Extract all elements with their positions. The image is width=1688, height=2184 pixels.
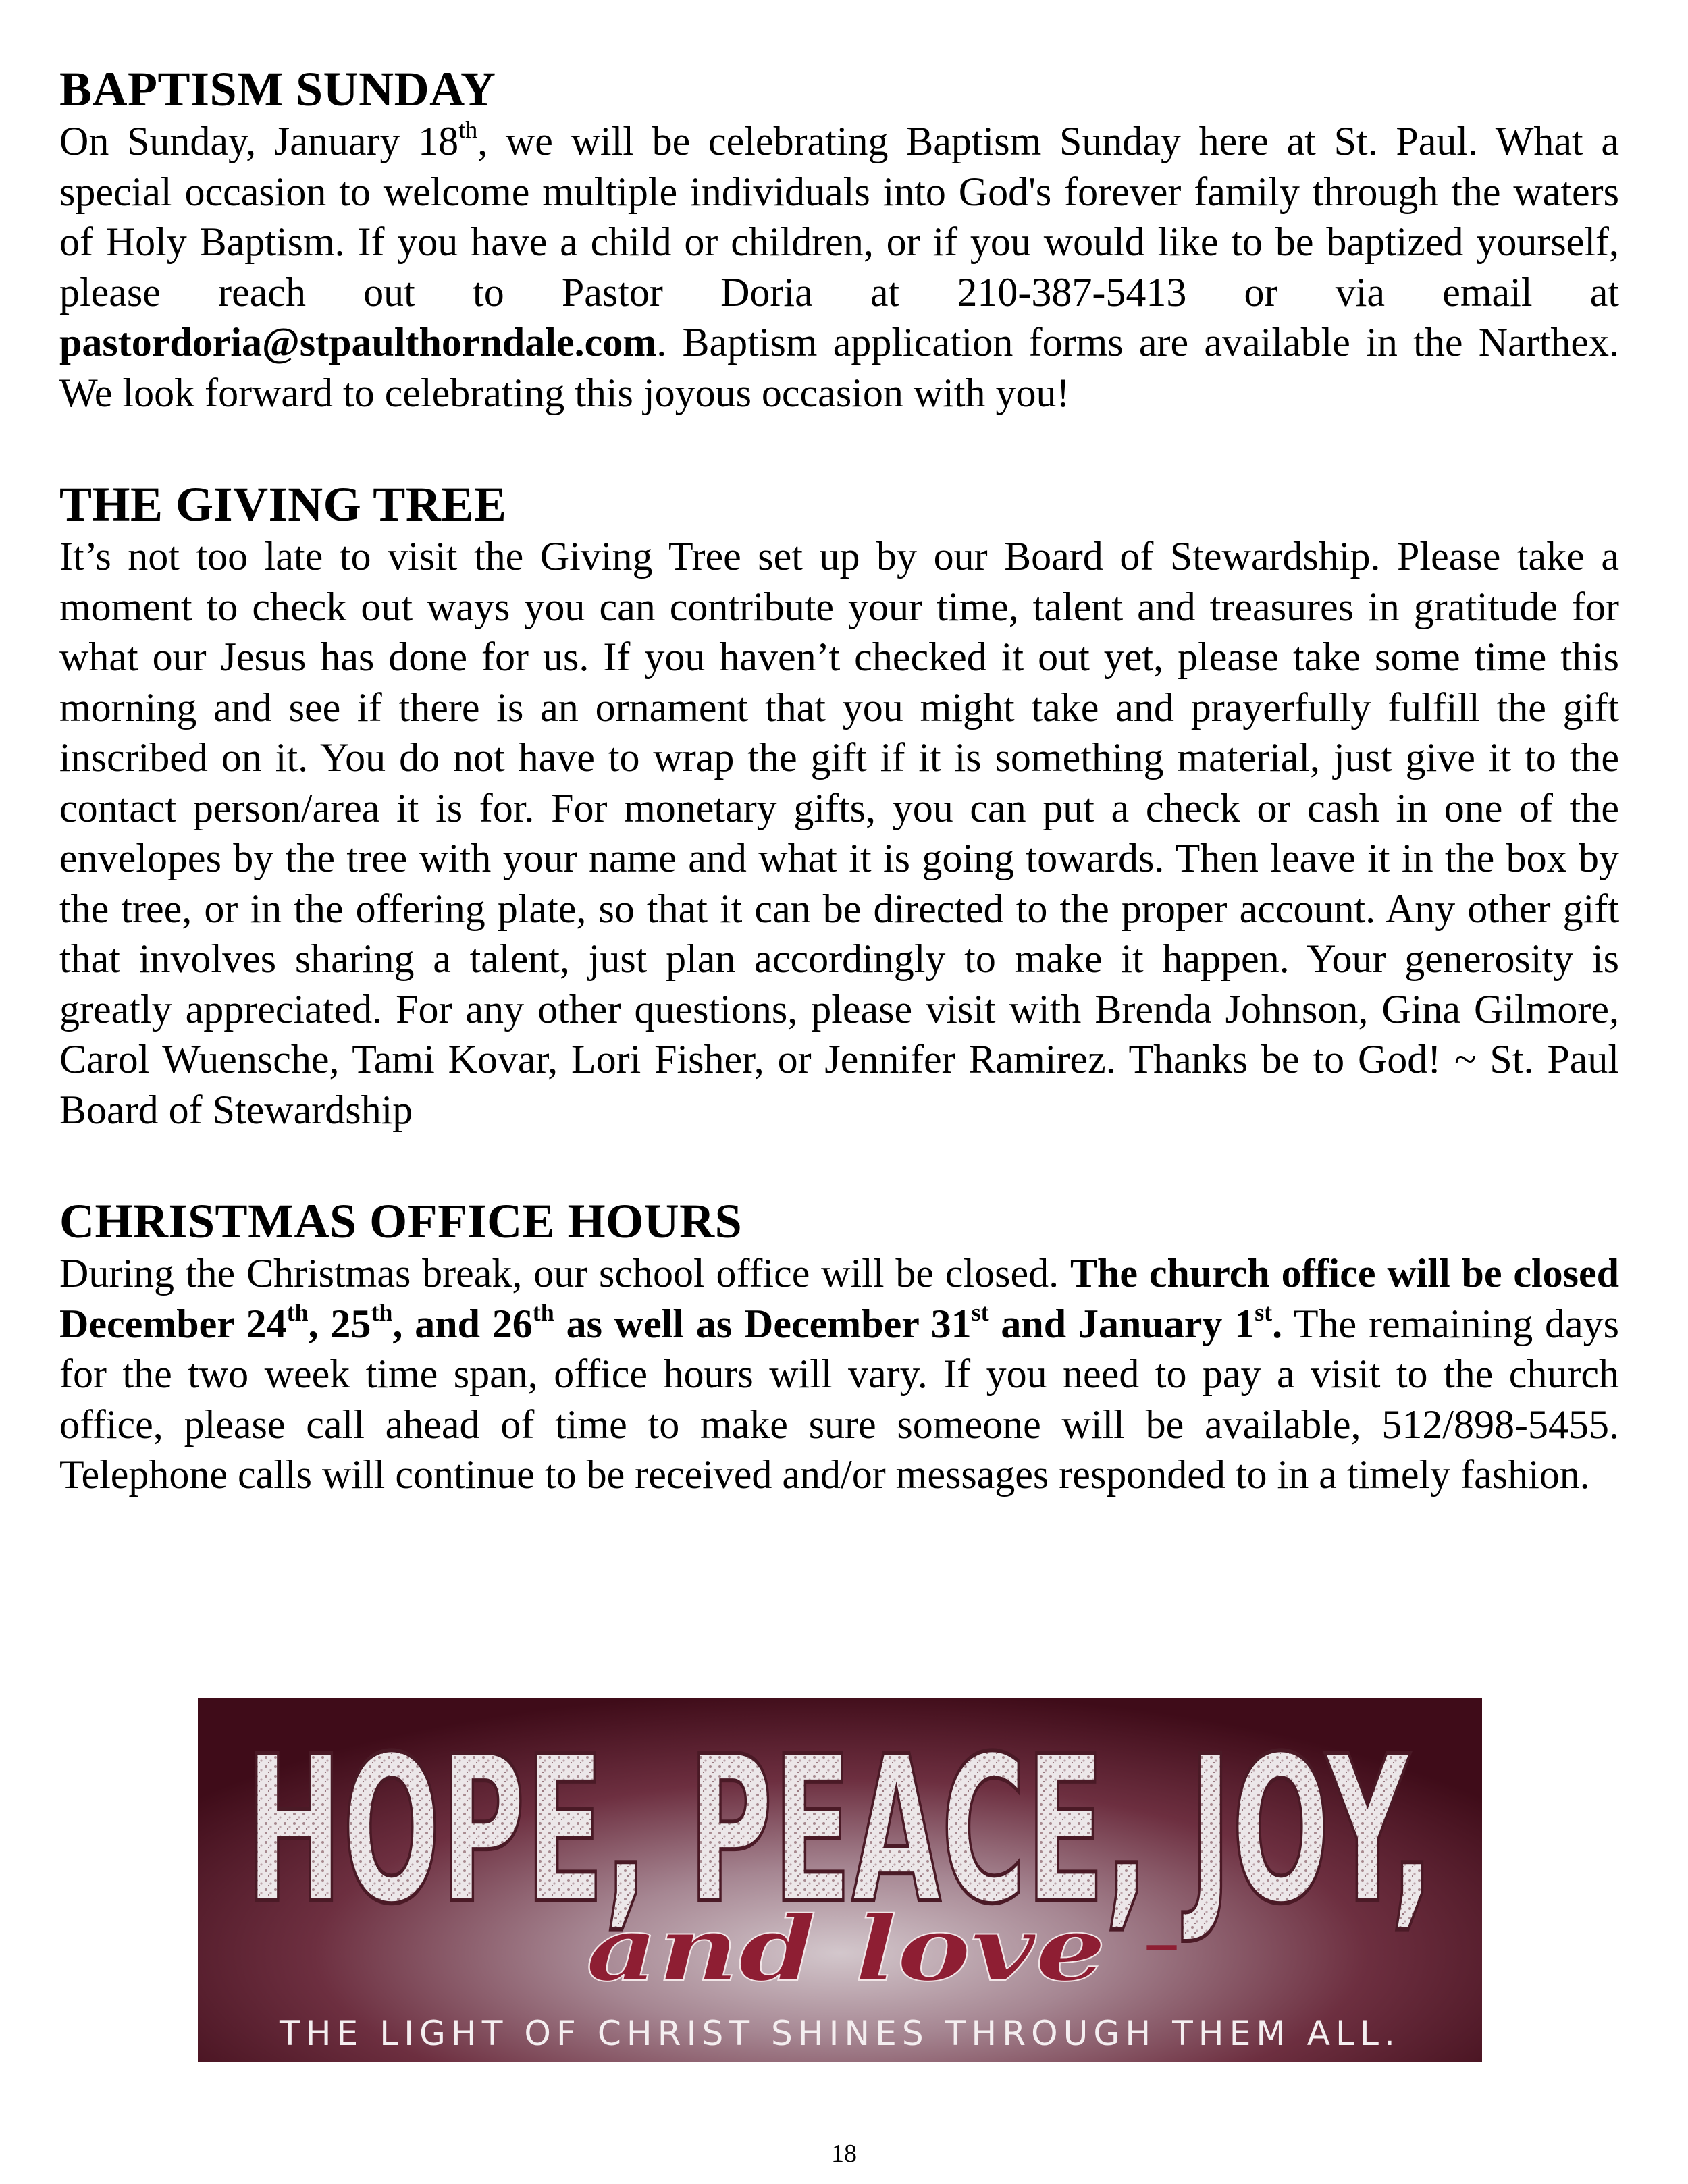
page-number: 18 [831, 2139, 857, 2168]
section-giving-tree [59, 477, 1619, 1135]
banner-art [198, 1698, 1482, 2062]
banner-script: and love [586, 1897, 1106, 2002]
banner-tagline: THE LIGHT OF CHRIST SHINES THROUGH THEM ALL. [278, 2014, 1400, 2053]
section-title: BAPTISM SUNDAY [59, 62, 496, 116]
section-baptism-sunday [59, 62, 1619, 418]
hope-peace-joy-banner [198, 1698, 1482, 2062]
banner-headline: HOPE, PEACE, JOY, [246, 1713, 1434, 1948]
page-content [59, 62, 1619, 1560]
section-body: On Sunday, January 18th, we will be celebrating Baptism Sunday here at St. Paul. What a special occasion to welcome multiple individuals into God's forever family through the waters of Holy Baptism. If you have a child or children, or if you would like to be baptized yourself, please reach out to Pastor Doria at 210-387-5413 or via email at pastordoria@stpaulthorndale.com. Baptism application forms are available in the Narthex. We look forward to celebrating this joyous occasion with you! [59, 116, 1620, 415]
section-title: THE GIVING TREE [59, 477, 507, 531]
email-link[interactable]: pastordoria@stpaulthorndale.com [59, 320, 657, 365]
section-body: It’s not too late to visit the Giving Tree set up by our Board of Stewardship. Please take a moment to check out ways you can contribute your time, talent and treasures in gratitude for what our Jesus has done for us. If you haven’t checked it out yet, please take some time this morning and see if there is an ornament that you might take and prayerfully fulfill the gift inscribed on it. You do not have to wrap the gift if it is something material, just give it to the contact person/area it is for. For monetary gifts, you can put a check or cash in one of the envelopes by the tree with your name and what it is going towards. Then leave it in the box by the tree, or in the offering plate, so that it can be directed to the proper account. Any other gift that involves sharing a talent, just plan accordingly to make it happen. Your generosity is greatly appreciated. For any other questions, please visit with Brenda Johnson, Gina Gilmore, Carol Wuensche, Tami Kovar, Lori Fisher, or Jennifer Ramirez. Thanks be to God! ~ St. Paul Board of Stewardship [59, 534, 1619, 1132]
section-title: CHRISTMAS OFFICE HOURS [59, 1194, 743, 1248]
section-christmas-office-hours [59, 1194, 1619, 1500]
banner-dash: – [1143, 1899, 1180, 1986]
section-body: During the Christmas break, our school office will be closed. The church office will be closed December 24th, 25th, and 26th as well as December 31st and January 1st. The remaining days for the two week time span, office hours will vary. If you need to pay a visit to the church office, please call ahead of time to make sure someone will be available, 512/898-5455. Telephone calls will continue to be received and/or messages responded to in a timely fashion. [59, 1251, 1620, 1497]
closure-dates: The church office will be closed December 24th, 25th, and 26th as well as December 31st and January 1st. [59, 1251, 1619, 1346]
